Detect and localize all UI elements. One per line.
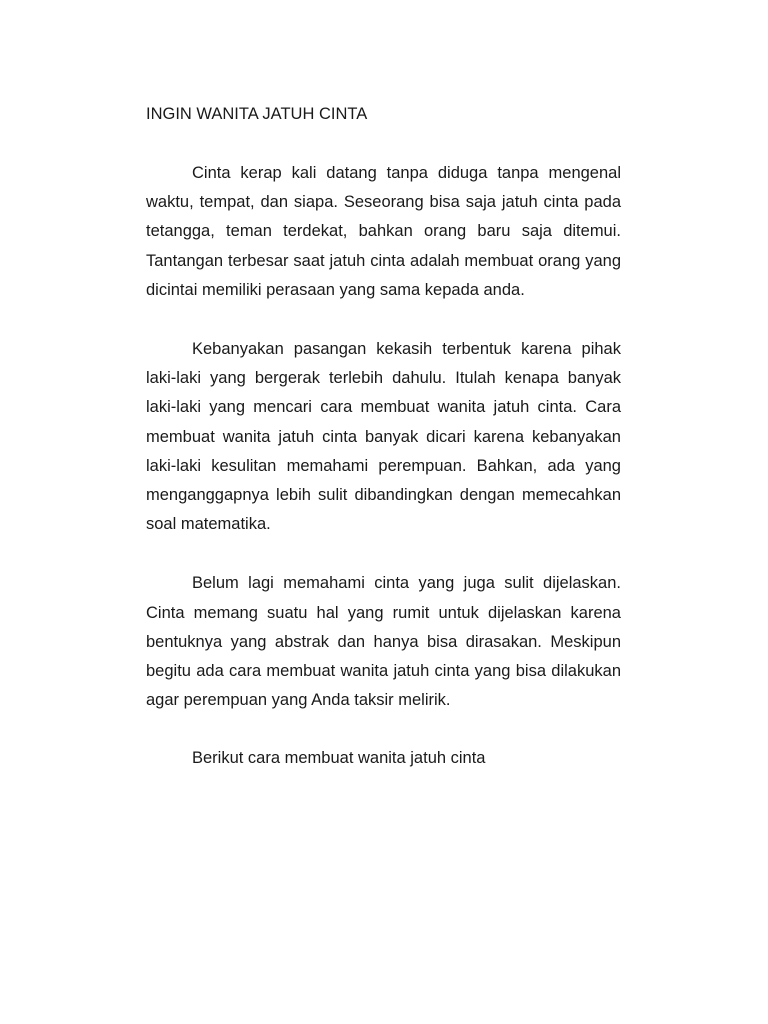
document-page	[146, 100, 621, 774]
paragraph-2: Kebanyakan pasangan kekasih terbentuk karena pihak laki-laki yang bergerak terlebih dahulu. Itulah kenapa banyak laki-laki yang mencari cara membuat wanita jatuh cinta. Cara membuat wanita jatuh cinta banyak dicari karena kebanyakan laki-laki kesulitan memahami perempuan. Bahkan, ada yang menganggapnya lebih sulit dibandingkan dengan memecahkan soal matematika.	[146, 340, 621, 534]
document-title: INGIN WANITA JATUH CINTA	[146, 105, 368, 123]
paragraph-3: Belum lagi memahami cinta yang juga sulit dijelaskan. Cinta memang suatu hal yang rumit untuk dijelaskan karena bentuknya yang abstrak dan hanya bisa dirasakan. Meskipun begitu ada cara membuat wanita jatuh cinta yang bisa dilakukan agar perempuan yang Anda taksir melirik.	[146, 574, 621, 710]
paragraph-1: Cinta kerap kali datang tanpa diduga tanpa mengenal waktu, tempat, dan siapa. Seseorang bisa saja jatuh cinta pada tetangga, teman terdekat, bahkan orang baru saja ditemui. Tantangan terbesar saat jatuh cinta adalah membuat orang yang dicintai memiliki perasaan yang sama kepada anda.	[146, 164, 621, 299]
paragraph-4: Berikut cara membuat wanita jatuh cinta	[192, 749, 486, 768]
